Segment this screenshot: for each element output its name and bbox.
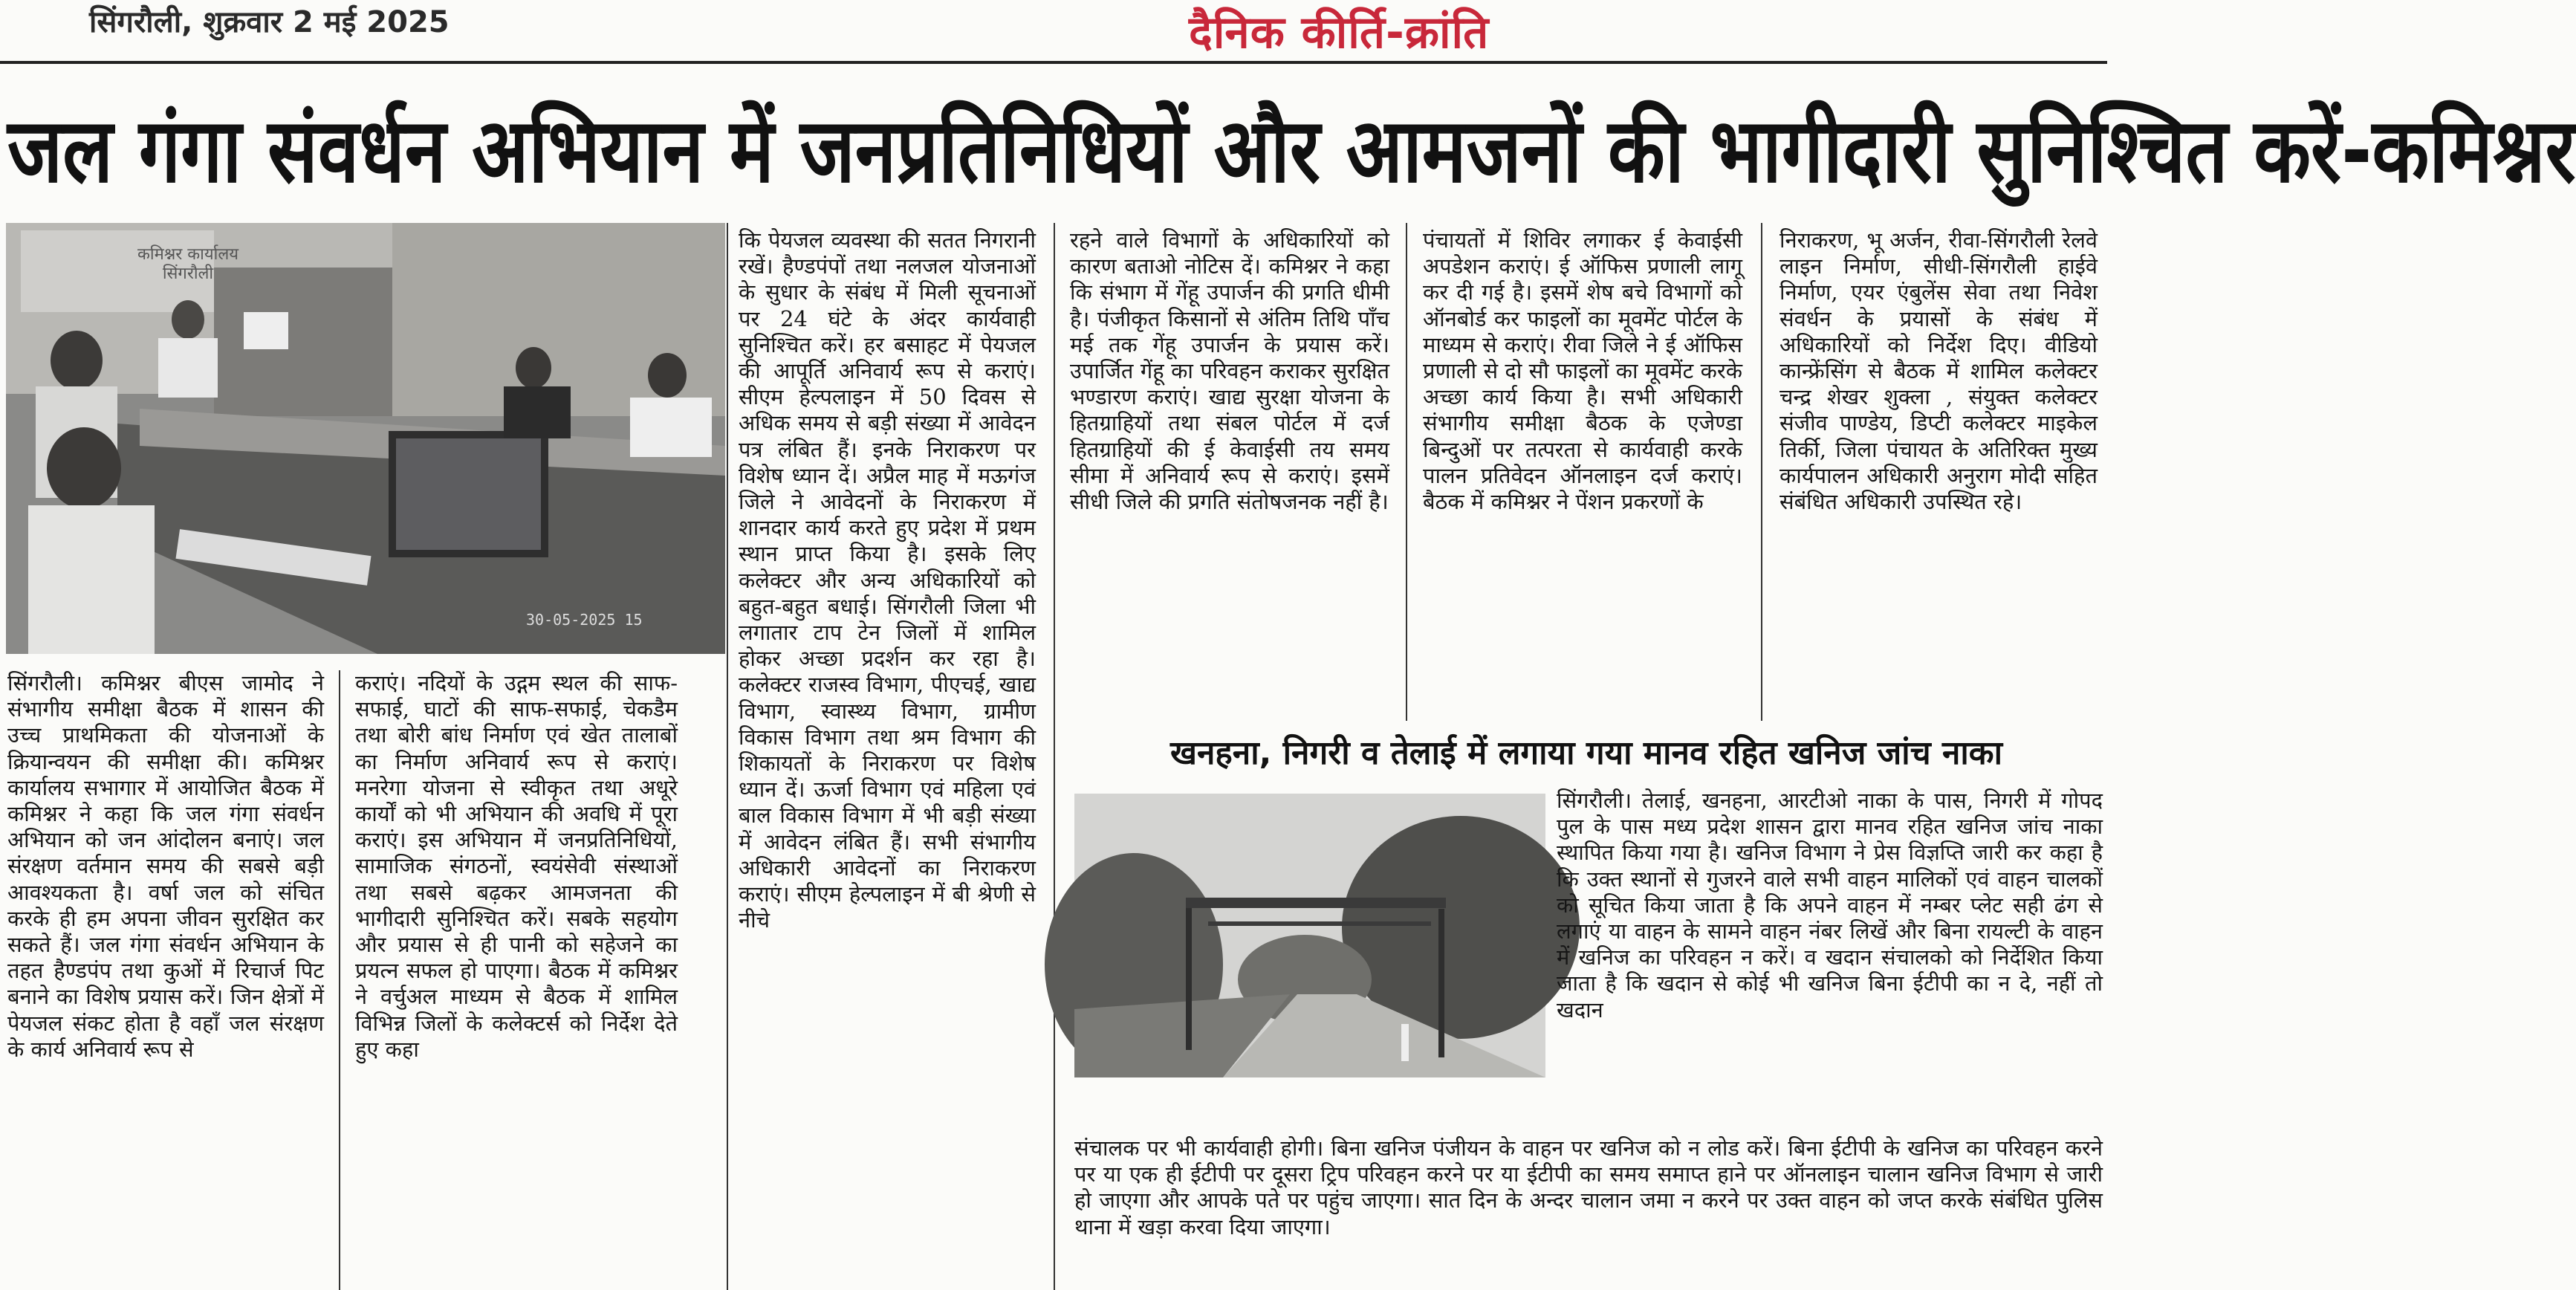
article1-column-4: रहने वाले विभागों के अधिकारियों को कारण बताओ नोटिस दें। कमिश्नर ने कहा कि संभाग में गेंहू उपार्जन की प्रगति धीमी है। पंजीकृत किसानों से अंतिम तिथि पाँच मई तक गेंहू उपार्जन के प्रयास करें। उपार्जित गेंहू का परिवहन कराकर सुरक्षित भण्डारण कराएं। खाद्य सुरक्षा योजना के हितग्राहियों तथा संबल पोर्टल में दर्ज हितग्राहियों की ई केवाईसी तय समय सीमा में अनिवार्य रूप से कराएं। इसमें सीधी जिले की प्रगति संतोषजनक नहीं है। [1070,227,1389,515]
column-rule [1054,223,1055,1290]
article2-headline: खनहना, निगरी व तेलाई में लगाया गया मानव रहित खनिज जांच नाका [1170,734,2002,772]
main-headline: जल गंगा संवर्धन अभियान में जनप्रतिनिधियों और आमजनों की भागीदारी सुनिश्चित करें-कमिश्नर [7,98,2576,203]
article1-column-3: कि पेयजल व्यवस्था की सतत निगरानी रखें। हैण्डपंपों तथा नलजल योजनाओं के सुधार के संबंध में मिली सूचनाओं पर 24 घंटे के अंदर कार्यवाही सुनिश्चित करें। हर बसाहट में पेयजल की आपूर्ति अनिवार्य रूप से कराएं। सीएम हेल्पलाइन में 50 दिवस से अधिक समय से बड़ी संख्या में आवेदन पत्र लंबित हैं। इनके निराकरण पर विशेष ध्यान दें। अप्रैल माह में मऊगंज जिले ने आवेदनों के निराकरण में शानदार कार्य करते हुए प्रदेश में प्रथम स्थान प्राप्त किया है। इसके लिए कलेक्टर और अन्य अधिकारियों को बहुत-बहुत बधाई। सिंगरौली जिला भी लगातार टाप टेन जिलों में शामिल होकर अच्छा प्रदर्शन कर रहा है। कलेक्टर राजस्व विभाग, पीएचई, खाद्य विभाग, स्वास्थ्य विभाग, ग्रामीण विकास विभाग तथा श्रम विभाग की शिकायतों के निराकरण पर विशेष ध्यान दें। ऊर्जा विभाग एवं महिला एवं बाल विकास विभाग में भी बड़ी संख्या में आवेदन लंबित हैं। सभी संभागीय अधिकारी आवेदनों का निराकरण कराएं। सीएम हेल्पलाइन में बी श्रेणी से नीचे [739,227,1036,933]
photo-timestamp: 30-05-2025 15 [526,611,643,629]
meeting-photo [6,223,725,654]
column-rule [1406,223,1407,721]
column-rule [727,223,728,1290]
column-rule [1761,223,1762,721]
article1-column-1: सिंगरौली। कमिश्नर बीएस जामोद ने संभागीय समीक्षा बैठक में शासन की उच्च प्राथमिकता की योजनाओं के क्रियान्वयन की समीक्षा की। कमिश्नर कार्यालय सभागार में आयोजित बैठक में कमिश्नर ने कहा कि जल गंगा संवर्धन अभियान को जन आंदोलन बनाएं। जल संरक्षण वर्तमान समय की सबसे बड़ी आवश्यकता है। वर्षा जल को संचित करके ही हम अपना जीवन सुरक्षित कर सकते हैं। जल गंगा संवर्धन अभियान के तहत हैण्डपंप तथा कुओं में रिचार्ज पिट बनाने का विशेष प्रयास करें। जिन क्षेत्रों में पेयजल संकट होता है वहाँ जल संरक्षण के कार्य अनिवार्य रूप से [7,670,324,1062]
article1-column-2: कराएं। नदियों के उद्गम स्थल की साफ-सफाई, घाटों की साफ-सफाई, चेकडैम तथा बोरी बांध निर्माण एवं खेत तालाबों का निर्माण अनिवार्य रूप से कराएं। मनरेगा योजना से स्वीकृत तथा अधूरे कार्यों को भी अभियान की अवधि में पूरा कराएं। इस अभियान में जनप्रतिनिधियों, सामाजिक संगठनों, स्वयंसेवी संस्थाओं तथा सबसे बढ़कर आमजनता की भागीदारी सुनिश्चित करें। सबके सहयोग और प्रयास से ही पानी को सहेजने का प्रयत्न सफल हो पाएगा। बैठक में कमिश्नर ने वर्चुअल माध्यम से बैठक में शामिल विभिन्न जिलों के कलेक्टर्स को निर्देश देते हुए कहा [355,670,678,1062]
photo-sign-text: कमिश्नर कार्यालय सिंगरौली [137,245,239,283]
article1-column-6: निराकरण, भू अर्जन, रीवा-सिंगरौली रेलवे लाइन निर्माण, सीधी-सिंगरौली हाईवे निर्माण, एयर एंबुलेंस सेवा तथा निवेश संवर्धन के प्रयासों के संबंध में अधिकारियों को निर्देश दिए। वीडियो कान्फ्रेंसिंग से बैठक में शामिल कलेक्टर चन्द्र शेखर शुक्ला , संयुक्त कलेक्टर संजीव पाण्डेय, डिप्टी कलेक्टर माइकेल तिर्की, जिला पंचायत के अतिरिक्त मुख्य कार्यपालन अधिकारी अनुराग मोदी सहित संबंधित अधिकारी उपस्थित रहे। [1779,227,2098,515]
masthead-paper-name: दैनिक कीर्ति-क्रांति [1189,7,1490,59]
checkpost-photo [1074,794,1545,1077]
column-rule [339,670,340,1290]
article2-body-top: सिंगरौली। तेलाई, खनहना, आरटीओ नाका के पास, निगरी में गोपद पुल के पास मध्य प्रदेश शासन द्वारा मानव रहित खनिज जांच नाका स्थापित किया गया है। खनिज विभाग ने प्रेस विज्ञप्ति जारी कर कहा है कि उक्त स्थानों से गुजरने वाले सभी वाहन मालिकों एवं वाहन चालकों को सूचित किया जाता है कि अपने वाहन में नम्बर प्लेट सही ढंग से लगाएं या वाहन के सामने वाहन नंबर लिखें और बिना रायल्टी के वाहन में खनिज का परिवहन न करें। व खदान संचालको को निर्देशित किया जाता है कि खदान से कोई भी खनिज बिना ईटीपी का न दे, नहीं तो खदान [1557,788,2103,1022]
article1-column-5: पंचायतों में शिविर लगाकर ई केवाईसी अपडेशन कराएं। ई ऑफिस प्रणाली लागू कर दी गई है। इसमें शेष बचे विभागों को ऑनबोर्ड कर फाइलों का मूवमेंट पोर्टल के माध्यम से कराएं। रीवा जिले ने ई ऑफिस प्रणाली से दो सौ फाइलों का मूवमेंट करके अच्छा कार्य किया है। सभी अधिकारी संभागीय समीक्षा बैठक के एजेण्डा बिन्दुओं पर तत्परता से कार्यवाही करके पालन प्रतिवेदन ऑनलाइन दर्ज कराएं। बैठक में कमिश्नर ने पेंशन प्रकरणों के [1423,227,1742,515]
masthead-rule [0,61,2107,64]
masthead-place-date: सिंगरौली, शुक्रवार 2 मई 2025 [89,5,450,39]
article2-body-bottom: संचालक पर भी कार्यवाही होगी। बिना खनिज पंजीयन के वाहन पर खनिज को न लोड करें। बिना ईटीपी के खनिज का परिवहन करने पर या एक ही ईटीपी पर दूसरा ट्रिप परिवहन करने पर या ईटीपी का समय समाप्त हाने पर ऑनलाइन चालान खनिज विभाग से जारी हो जाएगा और आपके पते पर पहुंच जाएगा। सात दिन के अन्दर चालान जमा न करने पर उक्त वाहन को जप्त करके संबंधित पुलिस थाना में खड़ा करवा दिया जाएगा। [1074,1135,2103,1239]
